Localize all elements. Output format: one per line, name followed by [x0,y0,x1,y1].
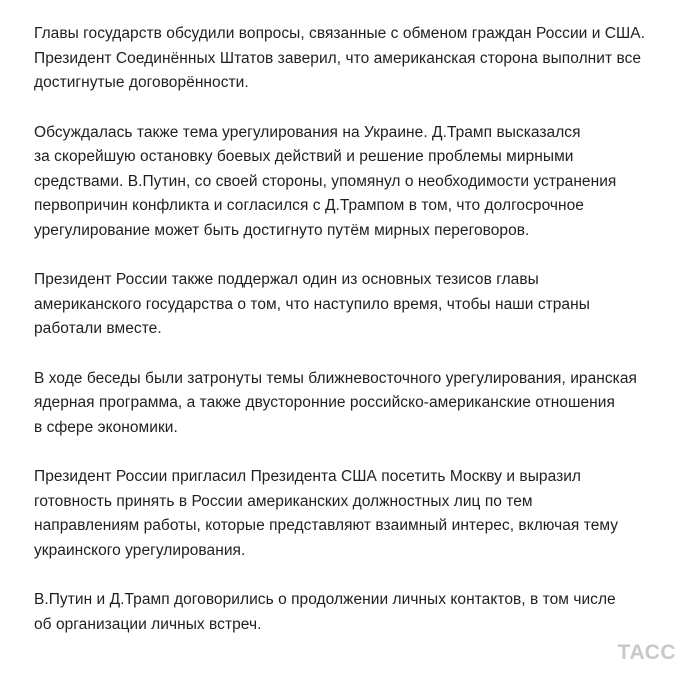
text-line: В.Путин и Д.Трамп договорились о продолжении личных контактов, в том числе [34,591,616,608]
text-line: Обсуждалась также тема урегулирования на Украине. Д.Трамп высказался [34,123,581,141]
text-line: за скорейшую остановку боевых действий и решение проблемы мирными [34,148,574,165]
text-line: Президент России пригласил Президента США посетить Москву и выразил [34,468,582,485]
text-line: Главы государств обсудили вопросы, связанные с обменом граждан России и США. [34,25,646,42]
text-line: в сфере экономики. [34,418,178,436]
paragraph-ukraine-settlement [34,121,654,244]
text-line: урегулирование может быть достигнуто путём мирных переговоров. [34,221,530,239]
paragraph-middle-east-iran-economy [34,367,654,441]
text-line: американского государства о том, что наступило время, чтобы наши страны [34,295,590,313]
text-line: ядерная программа, а также двусторонние российско-американские отношения [34,394,615,411]
article-body [34,22,654,662]
text-line: Президент Соединённых Штатов заверил, что американская сторона выполнит все [34,49,642,67]
text-line: об организации личных встреч. [34,615,262,633]
text-line: Президент России также поддержал один из основных тезисов главы [34,271,539,288]
text-line: В ходе беседы были затронуты темы ближневосточного урегулирования, иранская [34,369,637,387]
text-line: средствами. В.Путин, со своей стороны, упомянул о необходимости устранения [34,172,617,190]
paragraph-prisoner-exchange [34,22,654,96]
text-line: украинского урегулирования. [34,541,246,559]
paragraph-working-together [34,268,654,342]
text-line: достигнутые договорённости. [34,74,249,91]
text-line: готовность принять в России американских должностных лиц по тем [34,492,533,510]
paragraph-personal-contacts [34,588,654,637]
tass-watermark-logo: ТАСС [617,641,676,664]
text-line: работали вместе. [34,320,162,337]
text-line: первопричин конфликта и согласился с Д.Трампом в том, что долгосрочное [34,197,584,214]
paragraph-moscow-invitation [34,465,654,563]
text-line: направлениям работы, которые представляют взаимный интерес, включая тему [34,517,619,534]
